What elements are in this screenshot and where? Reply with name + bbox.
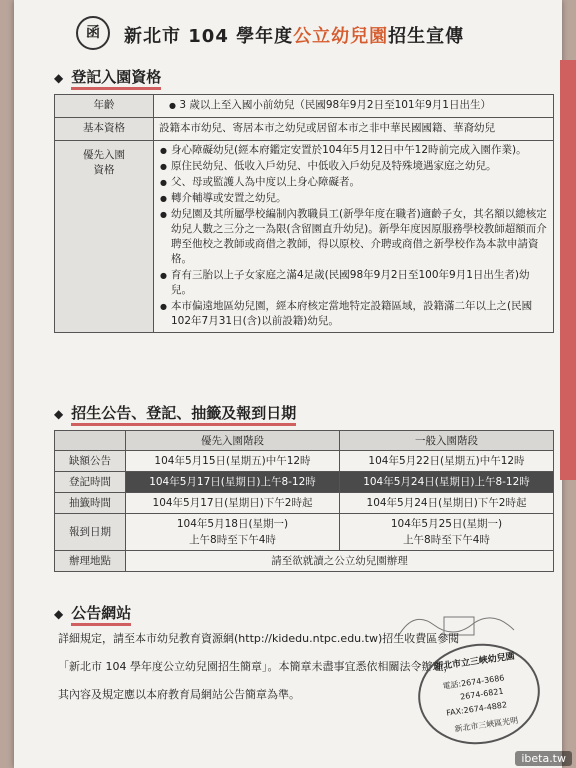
row-label: 辦理地點	[55, 551, 126, 572]
title-suffix: 招生宣傳	[388, 26, 465, 47]
school-stamp	[412, 636, 547, 752]
title-highlight: 公立幼兒園	[293, 26, 389, 47]
basic-label: 基本資格	[55, 118, 154, 141]
priority-label-line2: 資格	[93, 164, 115, 176]
pen-bullet-icon: ◆	[54, 71, 64, 85]
cell: 104年5月17日(星期日)下午2時起	[126, 493, 340, 514]
cell	[126, 514, 340, 551]
row-label: 缺額公告	[55, 451, 126, 472]
basic-value: 設籍本市幼兒、寄居本市之幼兒或居留本市之非中華民國國籍、華裔幼兒	[154, 118, 554, 141]
list-item: ● 原住民幼兒、低收入戶幼兒、中低收入戶幼兒及特殊境遇家庭之幼兒。	[171, 159, 548, 174]
list-item: ● 幼兒園及其所屬學校編制內教職員工(新學年度在職者)適齡子女，其名額以總核定幼兒人數之三分之一為限(含留園直升幼兒)。新學年度因原服務學校教師超額而介聘至他校之教師或商借之教師，得以原校、介聘或商借之新學校作為本款申請資格。	[171, 207, 548, 267]
table-row	[55, 514, 554, 551]
background-red-edge	[560, 60, 576, 480]
list-item: ● 育有三胎以上子女家庭之滿4足歲(民國98年9月2日至100年9月1日出生者)幼兒。	[171, 268, 548, 298]
section-title: 公告網站	[71, 604, 131, 626]
stamp-tel1-value: 2674-3686	[460, 673, 505, 689]
page-title	[124, 22, 464, 48]
table-row	[55, 472, 554, 493]
section-title: 招生公告、登記、抽籤及報到日期	[71, 404, 296, 426]
website-line3: 其內容及規定應以本府教育局網站公告簡章為準。	[58, 688, 300, 701]
bureau-logo: 函	[76, 16, 110, 50]
highlighted-cell: 104年5月24日(星期日)上午8-12時	[340, 472, 554, 493]
schedule-table	[54, 430, 554, 572]
cell: 104年5月24日(星期日)下午2時起	[340, 493, 554, 514]
age-label: 年齡	[55, 95, 154, 118]
title-prefix: 新北市 104 學年度	[124, 26, 294, 47]
website-line2: 「新北市 104 學年度公立幼兒園招生簡章」。本簡章未盡事宜悉依相關法令辦理，	[58, 660, 455, 673]
cell-line: 104年5月25日(星期一)	[390, 518, 503, 530]
cell-line: 上午8時至下午4時	[189, 534, 276, 546]
row-label: 抽籤時間	[55, 493, 126, 514]
row-label: 登記時間	[55, 472, 126, 493]
age-value-text: 3 歲以上至入國小前幼兒（民國98年9月2日至101年9月1日出生）	[179, 99, 491, 111]
flyer-paper	[14, 0, 562, 768]
stamp-tel2: 2674-6821	[459, 686, 505, 702]
stamp-tel-label: 電話:	[441, 679, 462, 691]
age-value: ● 3 歲以上至入國小前幼兒（民國98年9月2日至101年9月1日出生）	[154, 95, 554, 118]
table-row	[55, 141, 554, 333]
table-row	[55, 118, 554, 141]
header-priority: 優先入園階段	[126, 431, 340, 451]
list-item: ● 身心障礙幼兒(經本府鑑定安置於104年5月12日中午12時前完成入園作業)。	[171, 143, 548, 158]
priority-label-line1: 優先入園	[83, 149, 125, 161]
stamp-name: 新北市立三峽幼兒園	[433, 651, 516, 673]
list-item: ● 父、母或監護人為中度以上身心障礙者。	[171, 175, 548, 190]
pen-bullet-icon: ◆	[54, 407, 64, 421]
section-eligibility-heading	[54, 66, 161, 87]
cell-line: 104年5月18日(星期一)	[176, 518, 289, 530]
section-title: 登記入園資格	[71, 68, 161, 90]
cell: 請至欲就讀之公立幼兒園辦理	[126, 551, 554, 572]
highlighted-cell: 104年5月17日(星期日)上午8-12時	[126, 472, 340, 493]
section-website-heading	[54, 602, 131, 623]
section-schedule-heading	[54, 402, 296, 423]
list-item: ● 本市偏遠地區幼兒園，經本府核定當地特定設籍區域，設籍滿二年以上之(民國102年7月31日(含)以前設籍)幼兒。	[171, 299, 548, 329]
table-row	[55, 451, 554, 472]
table-row	[55, 95, 554, 118]
table-header-row	[55, 431, 554, 451]
cell	[340, 514, 554, 551]
stamp-fax: FAX:2674-4882	[445, 700, 508, 718]
cell: 104年5月15日(星期五)中午12時	[126, 451, 340, 472]
pen-bullet-icon: ◆	[54, 607, 64, 621]
cell: 104年5月22日(星期五)中午12時	[340, 451, 554, 472]
header-general: 一般入園階段	[340, 431, 554, 451]
header-blank	[55, 431, 126, 451]
table-row	[55, 551, 554, 572]
list-item: ● 轉介輔導或安置之幼兒。	[171, 191, 548, 206]
table-row	[55, 493, 554, 514]
watermark: ibeta.tw	[515, 751, 572, 766]
priority-list-cell	[154, 141, 554, 333]
stamp-address: 新北市三峽區光明	[454, 715, 519, 734]
cell-line: 上午8時至下午4時	[403, 534, 490, 546]
priority-label	[55, 141, 154, 333]
website-line1: 詳細規定，請至本市幼兒教育資源網(http://kidedu.ntpc.edu.tw)招生收費區參閱	[58, 632, 460, 645]
priority-list	[159, 143, 548, 329]
eligibility-table	[54, 94, 554, 333]
row-label: 報到日期	[55, 514, 126, 551]
